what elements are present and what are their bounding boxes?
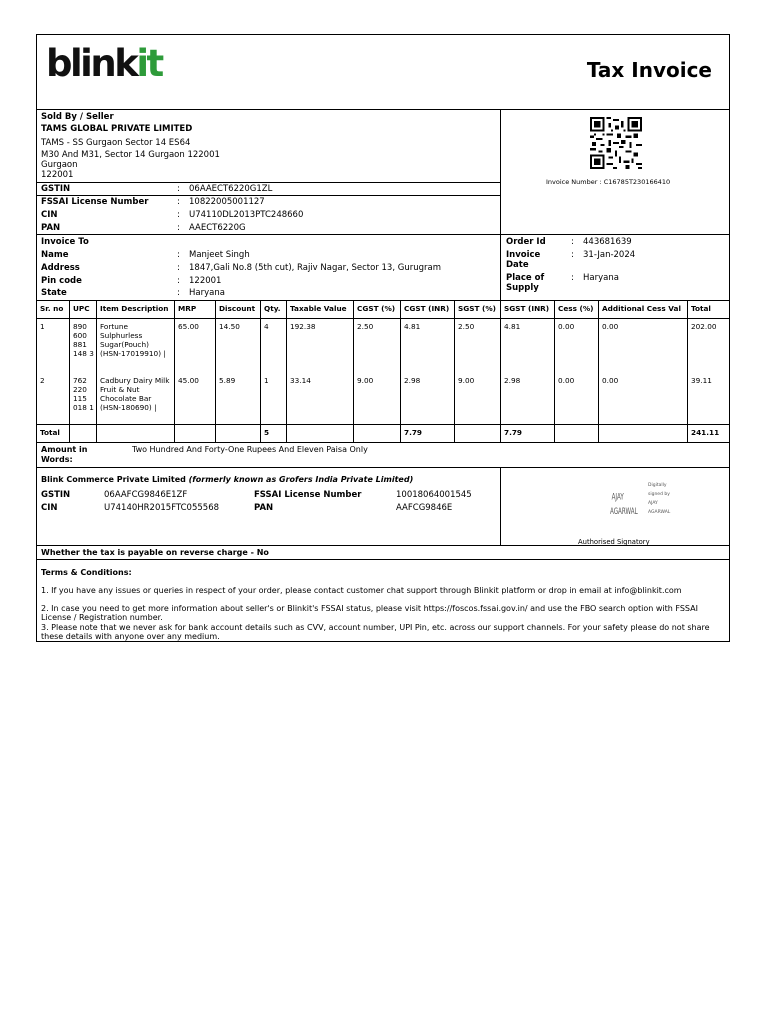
amount-in-words-value: Two Hundred And Forty-One Rupees And Eleven Paisa Only <box>132 445 368 454</box>
seller-heading: Sold By / Seller <box>41 112 114 122</box>
table-cell: Cadbury Dairy Milk Fruit & Nut Chocolate Bar (HSN-180690) | <box>100 376 170 412</box>
seller-cin-label: CIN <box>41 210 58 220</box>
table-cell: 5.89 <box>219 376 236 385</box>
divider <box>36 424 730 425</box>
buyer-address-value: 1847,Gali No.8 (5th cut), Rajiv Nagar, Sector 13, Gurugram <box>189 263 441 273</box>
seller-address-line: 122001 <box>41 170 74 180</box>
table-column-divider <box>353 300 354 442</box>
divider <box>36 318 730 319</box>
buyer-name-sep: : <box>177 250 180 260</box>
svg-text:AJAY: AJAY <box>648 501 658 506</box>
table-header-cell: Additional Cess Val <box>602 304 681 313</box>
seller-fssai-label: FSSAI License Number <box>41 197 149 207</box>
amount-in-words-label: Amount in Words: <box>41 445 88 464</box>
divider <box>500 467 501 545</box>
seller-pan-label: PAN <box>41 223 61 233</box>
authorised-signatory: Authorised Signatory <box>578 538 650 546</box>
total-row-label: Total <box>40 428 60 437</box>
platform-fssai-value: 10018064001545 <box>396 490 472 500</box>
table-column-divider <box>400 300 401 442</box>
table-cell: 0.00 <box>558 376 575 385</box>
platform-gstin-label: GSTIN <box>41 490 71 500</box>
buyer-pincode-value: 122001 <box>189 276 222 286</box>
seller-address-line: M30 And M31, Sector 14 Gurgaon 122001 <box>41 150 220 160</box>
terms-heading: Terms & Conditions: <box>41 568 132 577</box>
table-cell: 4.81 <box>504 322 521 331</box>
table-cell: 0.00 <box>602 376 619 385</box>
svg-text:AGARWAL: AGARWAL <box>648 510 671 515</box>
invoice-date-sep: : <box>571 250 574 260</box>
terms-item: 1. If you have any issues or queries in respect of your order, please contact customer chat support through Blinkit platform or drop in email at info@blinkit.com <box>41 586 682 595</box>
terms-item: 3. Please note that we never ask for bank account details such as CVV, account number, UPI Pin, etc. across our support channels. For your safety please do not share these details with anyone over any medium. <box>41 623 710 641</box>
table-cell: 0.00 <box>602 322 619 331</box>
divider <box>36 559 730 560</box>
table-cell: 2 <box>40 376 45 385</box>
table-cell: 9.00 <box>458 376 475 385</box>
buyer-name-label: Name <box>41 250 69 260</box>
seller-address-line: TAMS - SS Gurgaon Sector 14 ES64 <box>41 138 191 148</box>
table-header-cell: Item Description <box>100 304 169 313</box>
svg-text:AGARWAL: AGARWAL <box>610 505 638 517</box>
platform-fssai-label: FSSAI License Number <box>254 490 362 500</box>
seller-pan-sep: : <box>177 223 180 233</box>
total-row-sgst: 7.79 <box>504 428 523 437</box>
divider <box>36 442 730 443</box>
table-cell: 0.00 <box>558 322 575 331</box>
table-cell: 4.81 <box>404 322 421 331</box>
svg-text:AJAY: AJAY <box>611 491 624 502</box>
divider <box>36 195 500 196</box>
platform-name: Blink Commerce Private Limited (formerly known as Grofers India Private Limited) <box>41 475 414 484</box>
table-header-cell: SGST (INR) <box>504 304 550 313</box>
table-header-cell: Qty. <box>264 304 281 313</box>
table-column-divider <box>500 300 501 442</box>
platform-pan-value: AAFCG9846E <box>396 503 453 513</box>
place-of-supply-value: Haryana <box>583 273 619 283</box>
buyer-name-value: Manjeet Singh <box>189 250 250 260</box>
table-column-divider <box>260 300 261 442</box>
table-header-cell: Sr. no <box>40 304 64 313</box>
table-cell: 1 <box>264 376 269 385</box>
seller-cin-sep: : <box>177 210 180 220</box>
table-cell: Fortune Sulphurless Sugar(Pouch) (HSN-17019910) | <box>100 322 166 358</box>
seller-gstin-value: 06AAECT6220G1ZL <box>189 184 273 194</box>
invoice-number: Invoice Number : C16785T230166410 <box>546 178 671 186</box>
divider <box>36 109 730 110</box>
reverse-charge-note: Whether the tax is payable on reverse charge - No <box>41 548 269 557</box>
table-header-cell: Cess (%) <box>558 304 594 313</box>
table-header-cell: SGST (%) <box>458 304 496 313</box>
divider <box>36 300 730 301</box>
table-column-divider <box>598 300 599 442</box>
blinkit-logo: blinkit <box>46 42 162 85</box>
table-cell: 45.00 <box>178 376 199 385</box>
buyer-address-label: Address <box>41 263 80 273</box>
platform-pan-label: PAN <box>254 503 274 513</box>
table-header-cell: Discount <box>219 304 256 313</box>
seller-address-line: Gurgaon <box>41 160 78 170</box>
divider <box>500 109 501 300</box>
table-column-divider <box>687 300 688 442</box>
table-cell: 4 <box>264 322 269 331</box>
table-cell: 890 600 881 148 3 <box>73 322 94 358</box>
invoice-date-label: Invoice Date <box>506 250 541 270</box>
table-header-cell: MRP <box>178 304 197 313</box>
table-column-divider <box>96 300 97 442</box>
seller-cin-value: U74110DL2013PTC248660 <box>189 210 304 220</box>
digital-signature-stamp <box>610 478 672 528</box>
table-header-cell: CGST (INR) <box>404 304 450 313</box>
buyer-state-value: Haryana <box>189 288 225 298</box>
seller-name: TAMS GLOBAL PRIVATE LIMITED <box>41 124 193 134</box>
seller-fssai-sep: : <box>177 197 180 207</box>
svg-text:signed by: signed by <box>648 492 670 497</box>
invoice-title: Tax Invoice <box>586 58 712 82</box>
table-header-cell: Taxable Value <box>290 304 347 313</box>
place-of-supply-label: Place of Supply <box>506 273 545 293</box>
order-id-label: Order Id <box>506 237 546 247</box>
buyer-heading: Invoice To <box>41 237 89 247</box>
table-cell: 14.50 <box>219 322 240 331</box>
table-column-divider <box>215 300 216 442</box>
table-column-divider <box>454 300 455 442</box>
table-cell: 65.00 <box>178 322 199 331</box>
seller-pan-value: AAECT6220G <box>189 223 246 233</box>
order-id-value: 443681639 <box>583 237 632 247</box>
table-cell: 2.98 <box>504 376 521 385</box>
total-row-qty: 5 <box>264 428 270 437</box>
buyer-state-sep: : <box>177 288 180 298</box>
divider <box>36 182 500 183</box>
buyer-state-label: State <box>41 288 67 298</box>
divider <box>36 467 730 468</box>
table-column-divider <box>286 300 287 442</box>
svg-text:Digitally: Digitally <box>648 483 667 488</box>
platform-gstin-value: 06AAFCG9846E1ZF <box>104 490 188 500</box>
invoice-date-value: 31-Jan-2024 <box>583 250 636 260</box>
terms-item: 2. In case you need to get more information about seller's or Blinkit's FSSAI status, please visit https://foscos.fssai.gov.in/ and use the FBO search option with FSSAI License / Registration number. <box>41 604 698 622</box>
place-of-supply-sep: : <box>571 273 574 283</box>
divider <box>36 234 730 235</box>
seller-gstin-label: GSTIN <box>41 184 71 194</box>
table-column-divider <box>174 300 175 442</box>
table-column-divider <box>554 300 555 442</box>
seller-gstin-sep: : <box>177 184 180 194</box>
table-cell: 202.00 <box>691 322 717 331</box>
table-cell: 2.50 <box>357 322 374 331</box>
table-cell: 2.98 <box>404 376 421 385</box>
platform-cin-value: U74140HR2015FTC055568 <box>104 503 220 513</box>
order-id-sep: : <box>571 237 574 247</box>
table-cell: 9.00 <box>357 376 374 385</box>
table-cell: 192.38 <box>290 322 316 331</box>
total-row-cgst: 7.79 <box>404 428 423 437</box>
buyer-address-sep: : <box>177 263 180 273</box>
buyer-pincode-label: Pin code <box>41 276 82 286</box>
qr-code-icon <box>590 117 642 169</box>
total-row-total: 241.11 <box>691 428 720 437</box>
table-cell: 39.11 <box>691 376 712 385</box>
table-header-cell: CGST (%) <box>357 304 396 313</box>
table-cell: 762 220 115 018 1 <box>73 376 94 412</box>
buyer-pincode-sep: : <box>177 276 180 286</box>
platform-cin-label: CIN <box>41 503 58 513</box>
seller-fssai-value: 10822005001127 <box>189 197 265 207</box>
table-cell: 1 <box>40 322 45 331</box>
table-cell: 33.14 <box>290 376 311 385</box>
table-header-cell: UPC <box>73 304 90 313</box>
table-column-divider <box>69 300 70 442</box>
table-header-cell: Total <box>691 304 711 313</box>
table-cell: 2.50 <box>458 322 475 331</box>
